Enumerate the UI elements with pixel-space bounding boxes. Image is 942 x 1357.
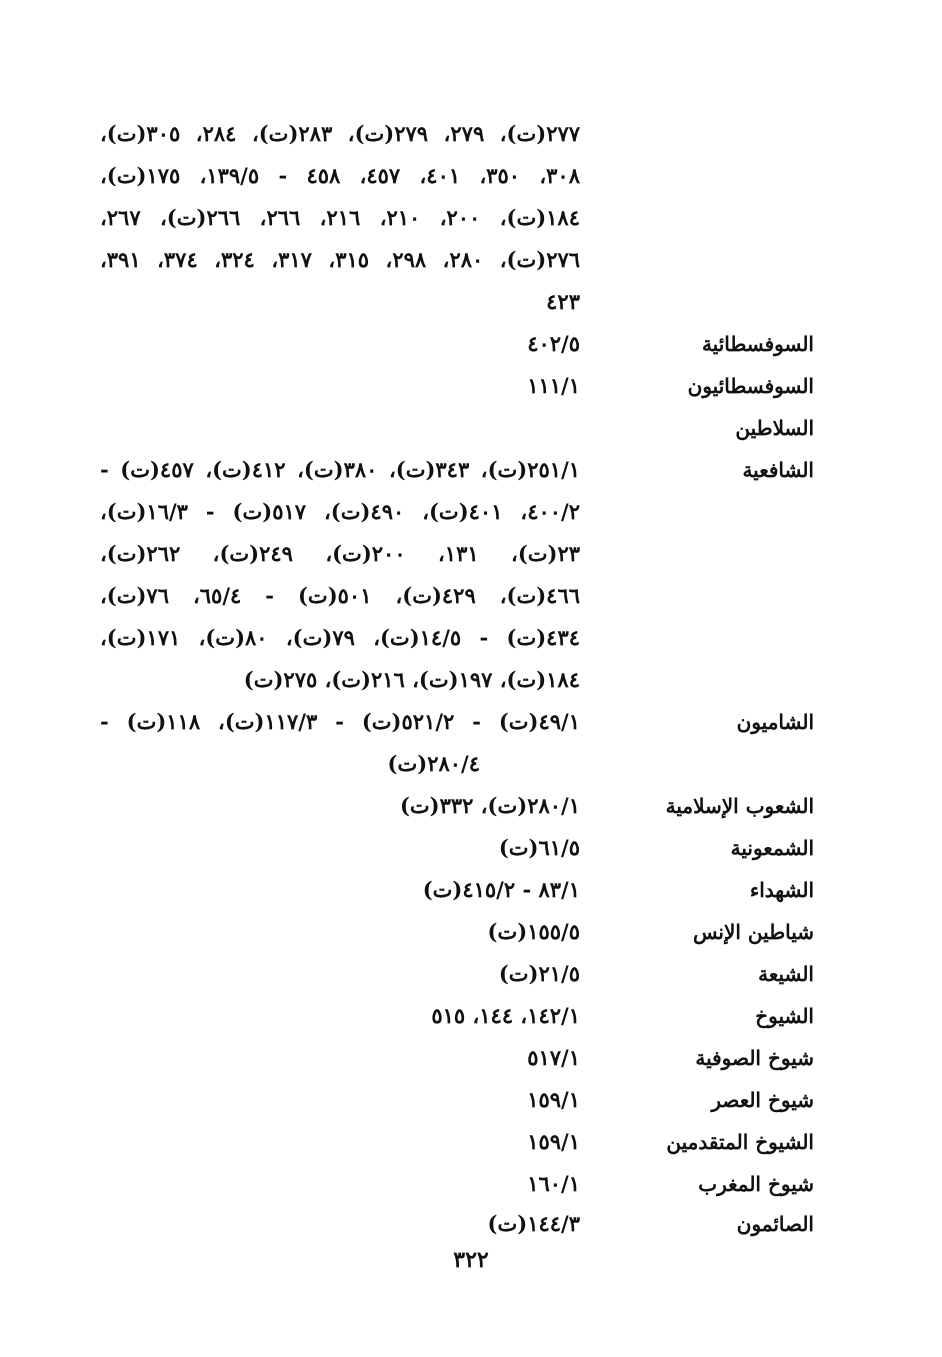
index-term: الشيوخ [755,1004,814,1028]
page-refs: ٢٨٠/٤(ت) [387,751,480,776]
page-refs: ١٤٤/٣(ت) [487,1211,580,1236]
index-term: السوفسطائية [701,332,814,356]
index-term: شيوخ الصوفية [695,1046,814,1070]
page-refs: ١٥٥/٥(ت) [487,919,580,944]
index-term: الشيوخ المتقدمين [666,1130,814,1154]
page-refs: ٢٨٠/١(ت)، ٣٣٢(ت) [399,793,580,818]
page-refs: ٢٣(ت)، ١٣١، ٢٠٠(ت)، ٢٤٩(ت)، ٢٦٢(ت)، [100,541,581,566]
page-refs: ٦١/٥(ت) [498,835,580,860]
page-refs: ٤٩/١(ت) - ٥٢١/٢(ت) - ١١٧/٣(ت)، ١١٨(ت) - [100,709,581,734]
index-term: شيوخ المغرب [698,1172,814,1196]
page-refs: ١٦٠/١ [527,1171,580,1196]
index-term: الشعوب الإسلامية [665,794,814,818]
page-refs: ٢٥١/١(ت)، ٣٤٣(ت)، ٣٨٠(ت)، ٤١٢(ت)، ٤٥٧(ت) - [100,457,581,482]
index-term: الشهداء [749,878,814,902]
page-refs: ٥١٧/١ [527,1045,580,1070]
page-refs: ٤٦٦(ت)، ٤٢٩(ت)، ٥٠١(ت) - ٦٥/٤، ٧٦(ت)، [100,583,581,608]
page-refs: ١٤٢/١، ١٤٤، ٥١٥ [431,1003,580,1028]
page-refs: ٤٠٠/٢، ٤٠١(ت)، ٤٩٠(ت)، ٥١٧(ت) - ١٦/٣(ت)، [100,499,581,524]
continuation-line: ٢٧٧(ت)، ٢٧٩، ٢٧٩(ت)، ٢٨٣(ت)، ٢٨٤، ٣٠٥(ت)، [100,121,581,146]
continuation-line: ٤٢٣ [546,289,580,314]
page-refs: ١١١/١ [527,373,580,398]
index-term: الشافعية [742,458,814,482]
page-refs: ١٨٤(ت)، ١٩٧(ت)، ٢١٦(ت)، ٢٧٥(ت) [243,667,580,692]
page-refs: ١٥٩/١ [527,1087,580,1112]
index-term: شيوخ العصر [711,1088,814,1112]
page-number: ٣٢٢ [453,1247,489,1273]
index-term: الشيعة [758,962,814,986]
index-term: الشاميون [736,710,814,734]
page-refs: ٨٣/١ - ٤١٥/٢(ت) [422,877,580,902]
index-term: السلاطين [735,416,814,440]
index-term: شياطين الإنس [692,920,814,944]
index-term: الصائمون [736,1212,814,1236]
continuation-line: ٣٠٨، ٣٥٠، ٤٠١، ٤٥٧، ٤٥٨ - ١٣٩/٥، ١٧٥(ت)، [100,163,580,188]
page-refs: ٢١/٥(ت) [498,961,580,986]
page-refs: ٤٠٢/٥ [527,331,580,356]
page-refs: ٤٣٤(ت) - ١٤/٥(ت)، ٧٩(ت)، ٨٠(ت)، ١٧١(ت)، [100,625,581,650]
index-term: السوفسطائيون [687,374,814,398]
index-term: الشمعونية [730,836,814,860]
continuation-line: ٢٧٦(ت)، ٢٨٠، ٢٩٨، ٣١٥، ٣١٧، ٣٢٤، ٣٧٤، ٣٩١، [100,247,581,272]
page-refs: ١٥٩/١ [527,1129,580,1154]
continuation-line: ١٨٤(ت)، ٢٠٠، ٢١٠، ٢١٦، ٢٦٦، ٢٦٦(ت)، ٢٦٧، [100,205,580,230]
